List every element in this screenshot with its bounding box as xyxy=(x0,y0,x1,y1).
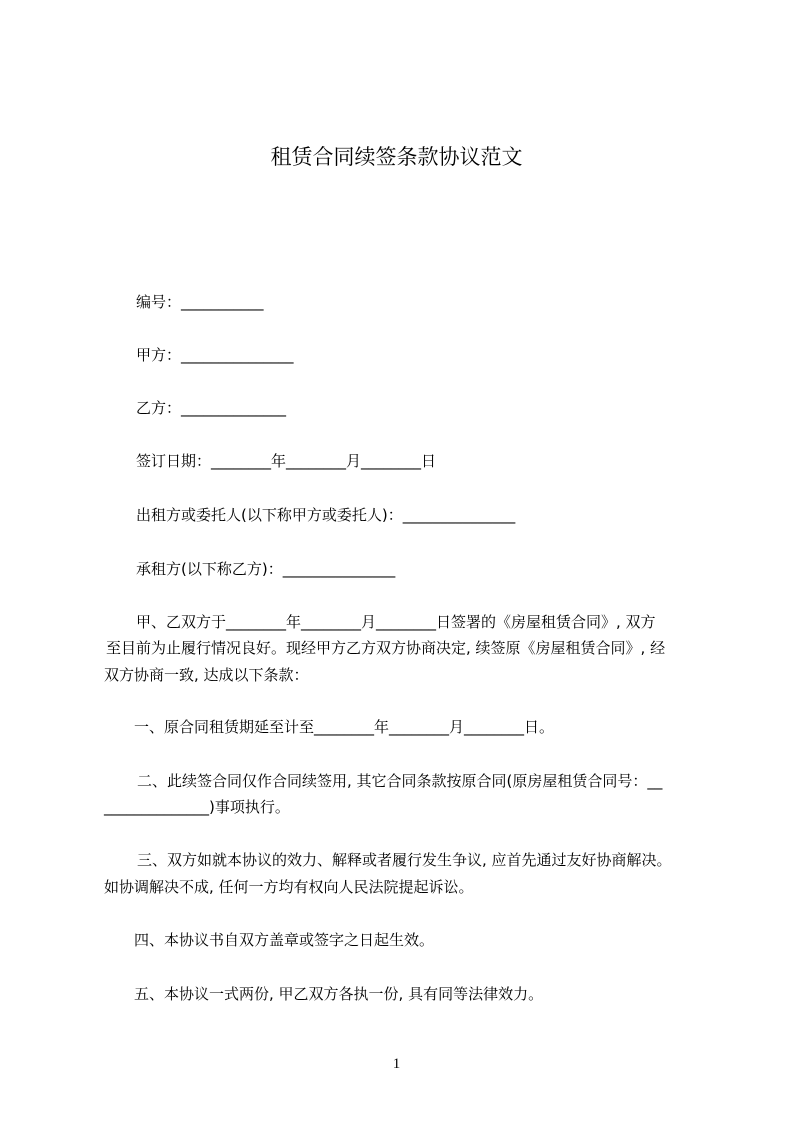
clause-3-cont: 如协调解决不成, 任何一方均有权向人民法院提起诉讼。 xyxy=(104,878,474,896)
document-title: 租赁合同续签条款协议范文 xyxy=(270,145,523,169)
clause-2: 二、此续签合同仅作合同续签用, 其它合同条款按原合同(原房屋租赁合同号：__ xyxy=(137,772,663,790)
intro-line: 至目前为止履行情况良好。现经甲方乙方双方协商决定, 续签原《房屋租赁合同》, 经 xyxy=(106,639,666,657)
field-number: 编号：___________ xyxy=(136,293,264,311)
field-party-a: 甲方：_______________ xyxy=(136,346,294,364)
clause-5: 五、本协议一式两份, 甲乙双方各执一份, 具有同等法律效力。 xyxy=(134,985,544,1003)
field-party-b: 乙方：______________ xyxy=(136,399,287,417)
field-lessor: 出租方或委托人(以下称甲方或委托人)：_______________ xyxy=(136,506,516,524)
intro-line: 双方协商一致, 达成以下条款： xyxy=(104,666,309,684)
field-sign-date: 签订日期：________年________月________日 xyxy=(136,452,437,470)
field-lessee: 承租方(以下称乙方)：_______________ xyxy=(136,560,396,578)
page-number: 1 xyxy=(392,1056,401,1072)
intro-line: 甲、乙双方于________年________月________日签署的《房屋租赁合同》, 双方 xyxy=(136,613,656,631)
clause-3: 三、双方如就本协议的效力、解释或者履行发生争议, 应首先通过友好协商解决。 xyxy=(137,851,672,869)
clause-1: 一、原合同租赁期延至计至________年________月________日。 xyxy=(134,718,555,736)
clause-2-cont: ______________)事项执行。 xyxy=(104,798,290,816)
clause-4: 四、本协议书自双方盖章或签字之日起生效。 xyxy=(134,931,435,949)
